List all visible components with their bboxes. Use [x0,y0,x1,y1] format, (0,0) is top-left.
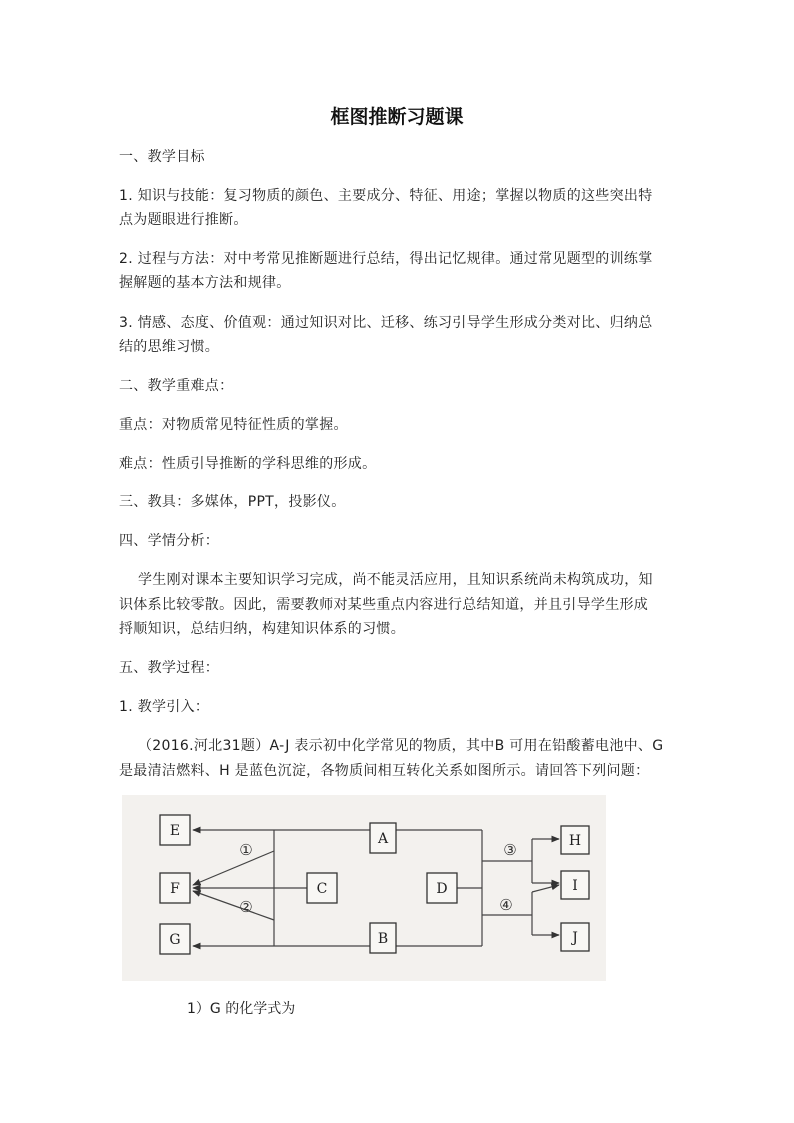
analysis-line-3: 捋顺知识，总结归纳，构建知识体系的习惯。 [119,621,405,637]
box-b-label: B [377,931,389,947]
box-d-label: D [436,881,448,897]
box-j-label: J [572,930,578,946]
reaction-marker-1: ① [239,841,253,859]
box-h-label: H [568,833,582,849]
objective-1-line-1: 1. 知识与技能：复习物质的颜色、主要成分、特征、用途；掌握以物质的这些突出特 [119,188,653,204]
flowchart-svg [122,795,606,981]
box-e-label: E [169,823,181,839]
box-a-label: A [377,831,389,847]
reaction-marker-3: ③ [503,841,517,859]
box-i-label: I [572,878,578,894]
objective-3-line-1: 3. 情感、态度、价值观：通过知识对比、迁移、练习引导学生形成分类对比、归纳总 [119,315,653,331]
problem-line-2: 是最清洁燃料、H 是蓝色沉淀，各物质间相互转化关系如图所示。请回答下列问题： [119,763,650,779]
teaching-intro-heading: 1. 教学引入： [119,699,210,715]
problem-line-1: （2016.河北31题）A-J 表示初中化学常见的物质，其中B 可用在铅酸蓄电池中、G [138,738,664,754]
key-point-line: 重点：对物质常见特征性质的掌握。 [119,417,348,433]
objective-1-line-2: 点为题眼进行推断。 [119,212,248,228]
teaching-tools-line: 三、教具：多媒体，PPT，投影仪。 [119,494,346,510]
box-g-label: G [169,932,181,948]
box-f-label: F [170,881,180,897]
heading-teaching-process: 五、教学过程： [119,660,220,676]
objective-2-line-1: 2. 过程与方法：对中考常见推断题进行总结，得出记忆规律。通过常见题型的训练掌 [119,251,653,267]
analysis-line-1: 学生刚对课本主要知识学习完成，尚不能灵活应用，且知识系统尚未构筑成功，知 [138,572,653,588]
objective-3-line-2: 结的思维习惯。 [119,339,220,355]
difficulty-line: 难点：性质引导推断的学科思维的形成。 [119,456,377,472]
question-1: 1）G 的化学式为 [187,1001,296,1017]
heading-key-difficulties: 二、教学重难点： [119,378,234,394]
heading-teaching-objectives: 一、教学目标 [119,149,205,165]
page-title: 框图推断习题课 [330,106,464,128]
box-c-label: C [316,881,328,897]
heading-student-analysis: 四、学情分析： [119,533,220,549]
flowchart-figure [122,795,606,981]
analysis-line-2: 识体系比较零散。因此，需要教师对某些重点内容进行总结知道，并且引导学生形成 [119,597,649,613]
reaction-marker-2: ② [239,898,253,916]
objective-2-line-2: 握解题的基本方法和规律。 [119,275,291,291]
reaction-marker-4: ④ [499,896,513,914]
